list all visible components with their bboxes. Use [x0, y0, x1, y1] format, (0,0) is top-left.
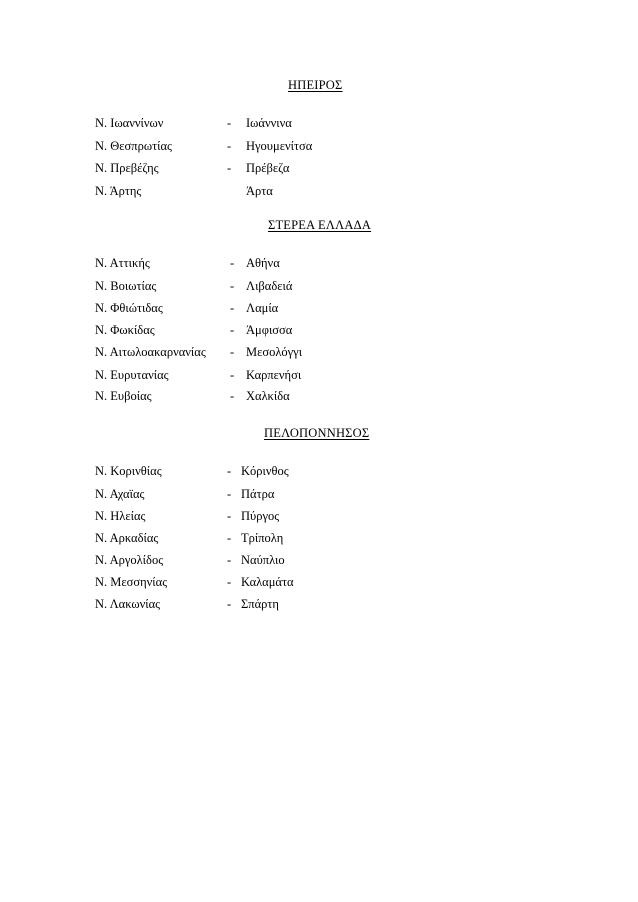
section-heading-peloponnisos: ΠΕΛΟΠΟΝΝΗΣΟΣ — [264, 426, 370, 440]
prefecture-name: Ν. Αργολίδος — [95, 553, 164, 567]
separator-dash: - — [227, 531, 232, 545]
list-item — [95, 597, 395, 615]
capital-name: Πρέβεζα — [246, 161, 290, 175]
prefecture-name: Ν. Αχαϊας — [95, 487, 145, 501]
separator-dash: - — [227, 161, 232, 175]
prefecture-name: Ν. Λακωνίας — [95, 597, 161, 611]
separator-dash: - — [227, 597, 232, 611]
capital-name: Καρπενήσι — [246, 368, 302, 382]
separator-dash: - — [227, 487, 232, 501]
prefecture-name: Ν. Θεσπρωτίας — [95, 139, 172, 153]
prefecture-name: Ν. Φθιώτιδας — [95, 301, 163, 315]
capital-name: Άρτα — [246, 184, 273, 198]
capital-name: Αθήνα — [246, 256, 280, 270]
list-item — [95, 368, 395, 386]
list-item — [95, 301, 395, 319]
list-item — [95, 345, 395, 363]
prefecture-name: Ν. Ηλείας — [95, 509, 146, 523]
list-item — [95, 553, 395, 571]
list-item — [95, 116, 395, 134]
prefecture-name: Ν. Αττικής — [95, 256, 150, 270]
prefecture-name: Ν. Αιτωλοακαρνανίας — [95, 345, 206, 359]
separator-dash: - — [227, 139, 232, 153]
separator-dash: - — [227, 116, 232, 130]
separator-dash: - — [227, 575, 232, 589]
capital-name: Λαμία — [246, 301, 279, 315]
list-item — [95, 184, 395, 202]
list-item — [95, 464, 395, 482]
list-item — [95, 279, 395, 297]
capital-name: Ιωάννινα — [246, 116, 292, 130]
section-heading-epirus: ΗΠΕΙΡΟΣ — [288, 78, 343, 92]
prefecture-name: Ν. Μεσσηνίας — [95, 575, 168, 589]
prefecture-name: Ν. Βοιωτίας — [95, 279, 157, 293]
prefecture-name: Ν. Αρκαδίας — [95, 531, 159, 545]
list-item — [95, 509, 395, 527]
separator-dash: - — [230, 345, 235, 359]
prefecture-name: Ν. Φωκίδας — [95, 323, 155, 337]
capital-name: Καλαμάτα — [241, 575, 294, 589]
prefecture-name: Ν. Πρεβέζης — [95, 161, 159, 175]
list-item — [95, 389, 395, 407]
prefecture-name: Ν. Ευρυτανίας — [95, 368, 169, 382]
separator-dash: - — [227, 464, 232, 478]
capital-name: Άμφισσα — [246, 323, 293, 337]
separator-dash: - — [230, 279, 235, 293]
separator-dash: - — [230, 368, 235, 382]
separator-dash: - — [230, 389, 235, 403]
list-item — [95, 575, 395, 593]
list-item — [95, 487, 395, 505]
separator-dash: - — [230, 256, 235, 270]
list-item — [95, 161, 395, 179]
list-item — [95, 256, 395, 274]
capital-name: Χαλκίδα — [246, 389, 290, 403]
capital-name: Πύργος — [241, 509, 280, 523]
capital-name: Λιβαδειά — [246, 279, 293, 293]
capital-name: Ηγουμενίτσα — [246, 139, 313, 153]
separator-dash: - — [230, 323, 235, 337]
capital-name: Κόρινθος — [241, 464, 289, 478]
list-item — [95, 323, 395, 341]
section-heading-sterea-ellada: ΣΤΕΡΕΑ ΕΛΛΑΔΑ — [268, 218, 372, 232]
capital-name: Ναύπλιο — [241, 553, 285, 567]
capital-name: Σπάρτη — [241, 597, 279, 611]
capital-name: Πάτρα — [241, 487, 275, 501]
prefecture-name: Ν. Άρτης — [95, 184, 142, 198]
list-item — [95, 139, 395, 157]
prefecture-name: Ν. Κορινθίας — [95, 464, 162, 478]
separator-dash: - — [227, 509, 232, 523]
prefecture-name: Ν. Ιωαννίνων — [95, 116, 164, 130]
capital-name: Τρίπολη — [241, 531, 284, 545]
capital-name: Μεσολόγγι — [246, 345, 303, 359]
list-item — [95, 531, 395, 549]
prefecture-name: Ν. Ευβοίας — [95, 389, 152, 403]
separator-dash: - — [230, 301, 235, 315]
separator-dash: - — [227, 553, 232, 567]
